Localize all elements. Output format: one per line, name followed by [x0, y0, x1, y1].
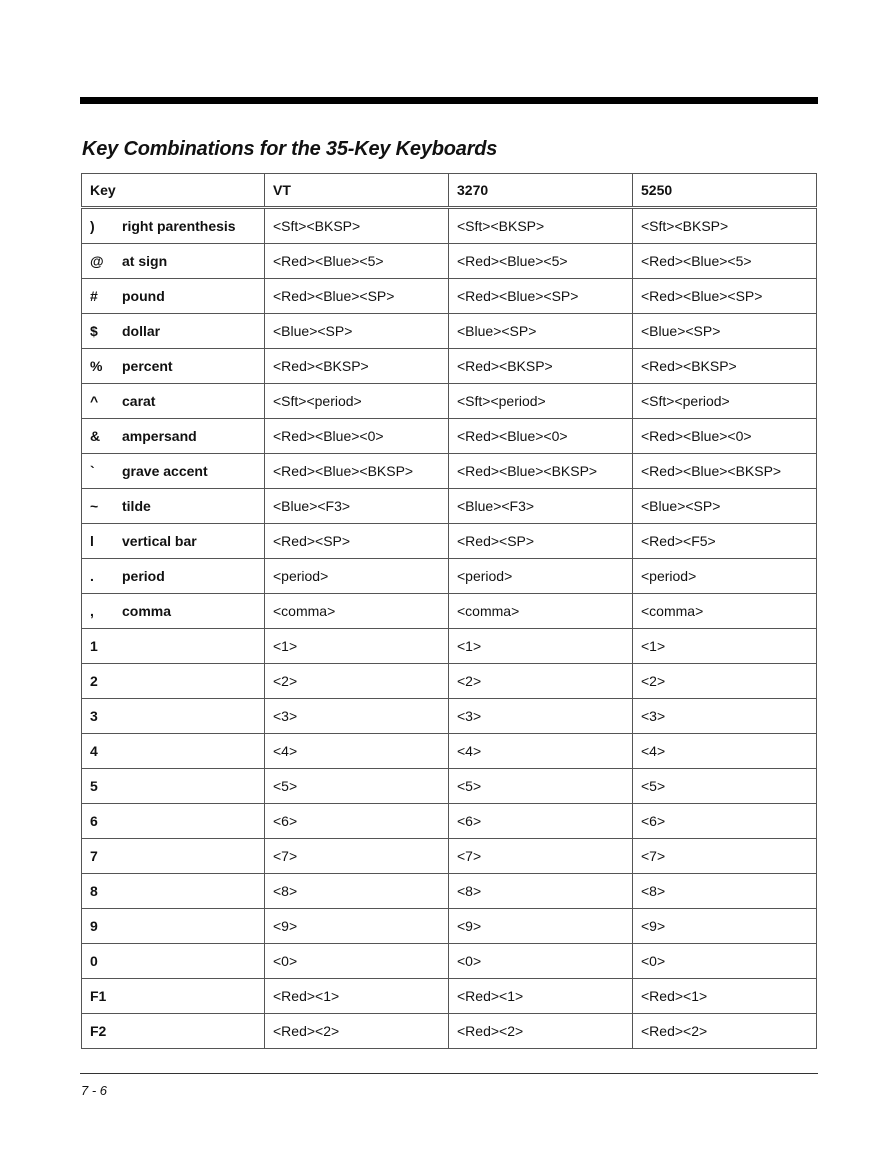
cell-5250: <period> — [633, 559, 817, 594]
vt-cell: <Red><1> — [265, 979, 449, 1014]
cell-3270: <Red><BKSP> — [449, 349, 633, 384]
header-row — [82, 174, 817, 208]
vt-cell: <Red><Blue><5> — [265, 244, 449, 279]
header-key: Key — [82, 174, 265, 208]
cell-5250: <Red><2> — [633, 1014, 817, 1049]
cell-5250: <5> — [633, 769, 817, 804]
vt-cell: <7> — [265, 839, 449, 874]
cell-3270: <3> — [449, 699, 633, 734]
cell-3270: <Red><1> — [449, 979, 633, 1014]
key-symbol: . — [90, 568, 94, 584]
cell-3270: <Sft><period> — [449, 384, 633, 419]
vt-cell: <4> — [265, 734, 449, 769]
key-symbol: 9 — [90, 918, 98, 934]
table-row — [82, 664, 817, 699]
key-cell — [82, 979, 265, 1014]
key-symbol: F2 — [90, 1023, 107, 1039]
table-row — [82, 734, 817, 769]
cell-5250: <2> — [633, 664, 817, 699]
cell-3270: <2> — [449, 664, 633, 699]
key-cell — [82, 384, 265, 419]
table-row — [82, 804, 817, 839]
cell-3270: <1> — [449, 629, 633, 664]
key-cell — [82, 559, 265, 594]
key-cell — [82, 594, 265, 629]
vt-cell: <3> — [265, 699, 449, 734]
key-symbol: ` — [90, 463, 95, 479]
key-cell — [82, 944, 265, 979]
cell-3270: <0> — [449, 944, 633, 979]
key-cell — [82, 279, 265, 314]
key-cell — [82, 874, 265, 909]
key-name: dollar — [122, 323, 161, 339]
cell-3270: <Blue><SP> — [449, 314, 633, 349]
footer-rule — [80, 1073, 818, 1074]
cell-3270: <Red><SP> — [449, 524, 633, 559]
table-header — [82, 174, 817, 208]
key-symbol: 5 — [90, 778, 98, 794]
key-cell — [82, 1014, 265, 1049]
header-vt: VT — [265, 174, 449, 208]
key-symbol: 7 — [90, 848, 98, 864]
cell-5250: <Red><Blue><BKSP> — [633, 454, 817, 489]
vt-cell: <Red><Blue><SP> — [265, 279, 449, 314]
key-cell — [82, 734, 265, 769]
top-rule — [80, 97, 818, 104]
vt-cell: <Red><2> — [265, 1014, 449, 1049]
cell-5250: <9> — [633, 909, 817, 944]
cell-5250: <Sft><period> — [633, 384, 817, 419]
key-symbol: 8 — [90, 883, 98, 899]
table-row — [82, 279, 817, 314]
vt-cell: <Red><Blue><0> — [265, 419, 449, 454]
key-symbol: 4 — [90, 743, 98, 759]
cell-3270: <Red><Blue><BKSP> — [449, 454, 633, 489]
vt-cell: <5> — [265, 769, 449, 804]
cell-3270: <Blue><F3> — [449, 489, 633, 524]
vt-cell: <1> — [265, 629, 449, 664]
key-name: period — [122, 568, 165, 584]
cell-5250: <Blue><SP> — [633, 489, 817, 524]
table-row — [82, 384, 817, 419]
cell-5250: <6> — [633, 804, 817, 839]
cell-3270: <period> — [449, 559, 633, 594]
key-symbol: 0 — [90, 953, 98, 969]
table-row — [82, 699, 817, 734]
vt-cell: <period> — [265, 559, 449, 594]
cell-3270: <8> — [449, 874, 633, 909]
key-symbol: $ — [90, 323, 98, 339]
key-name: percent — [122, 358, 173, 374]
cell-5250: <comma> — [633, 594, 817, 629]
vt-cell: <Red><BKSP> — [265, 349, 449, 384]
key-symbol: 3 — [90, 708, 98, 724]
cell-3270: <9> — [449, 909, 633, 944]
vt-cell: <2> — [265, 664, 449, 699]
key-name: right parenthesis — [122, 218, 236, 234]
key-cell — [82, 629, 265, 664]
vt-cell: <8> — [265, 874, 449, 909]
vt-cell: <Red><SP> — [265, 524, 449, 559]
key-cell — [82, 454, 265, 489]
vt-cell: <6> — [265, 804, 449, 839]
cell-3270: <Red><Blue><SP> — [449, 279, 633, 314]
cell-5250: <Red><1> — [633, 979, 817, 1014]
cell-5250: <Red><BKSP> — [633, 349, 817, 384]
key-name: tilde — [122, 498, 151, 514]
table-row — [82, 314, 817, 349]
vt-cell: <Blue><F3> — [265, 489, 449, 524]
key-symbol: 1 — [90, 638, 98, 654]
cell-5250: <1> — [633, 629, 817, 664]
key-cell — [82, 244, 265, 279]
cell-5250: <3> — [633, 699, 817, 734]
key-cell — [82, 839, 265, 874]
cell-3270: <Red><Blue><0> — [449, 419, 633, 454]
cell-5250: <4> — [633, 734, 817, 769]
key-symbol: @ — [90, 253, 104, 269]
key-symbol: % — [90, 358, 103, 374]
cell-5250: <Red><Blue><5> — [633, 244, 817, 279]
cell-5250: <8> — [633, 874, 817, 909]
key-cell — [82, 664, 265, 699]
key-name: vertical bar — [122, 533, 197, 549]
page-number: 7 - 6 — [81, 1083, 108, 1098]
table-row — [82, 979, 817, 1014]
cell-3270: <Red><2> — [449, 1014, 633, 1049]
key-symbol: , — [90, 603, 94, 619]
table-row — [82, 874, 817, 909]
table-row — [82, 1014, 817, 1049]
key-cell — [82, 349, 265, 384]
table-row — [82, 594, 817, 629]
key-cell — [82, 419, 265, 454]
section-title: Key Combinations for the 35-Key Keyboards — [82, 138, 498, 160]
cell-5250: <7> — [633, 839, 817, 874]
key-symbol: 2 — [90, 673, 98, 689]
key-name: at sign — [122, 253, 168, 269]
table-row — [82, 944, 817, 979]
vt-cell: <Blue><SP> — [265, 314, 449, 349]
key-cell — [82, 314, 265, 349]
table-body — [82, 208, 817, 1049]
vt-cell: <comma> — [265, 594, 449, 629]
table-row — [82, 524, 817, 559]
cell-3270: <5> — [449, 769, 633, 804]
table-row — [82, 559, 817, 594]
table-row — [82, 839, 817, 874]
cell-3270: <7> — [449, 839, 633, 874]
vt-cell: <0> — [265, 944, 449, 979]
key-name: ampersand — [122, 428, 197, 444]
header-5250: 5250 — [633, 174, 817, 208]
key-symbol: ^ — [90, 393, 99, 409]
cell-5250: <Red><Blue><0> — [633, 419, 817, 454]
key-symbol: F1 — [90, 988, 107, 1004]
key-name: pound — [122, 288, 165, 304]
vt-cell: <Sft><period> — [265, 384, 449, 419]
cell-5250: <0> — [633, 944, 817, 979]
cell-3270: <Red><Blue><5> — [449, 244, 633, 279]
table-row — [82, 454, 817, 489]
vt-cell: <9> — [265, 909, 449, 944]
key-symbol: & — [90, 428, 101, 444]
key-cell — [82, 909, 265, 944]
key-cell — [82, 769, 265, 804]
table-row — [82, 208, 817, 244]
cell-5250: <Sft><BKSP> — [633, 208, 817, 244]
table-row — [82, 244, 817, 279]
key-cell — [82, 804, 265, 839]
table-row — [82, 419, 817, 454]
key-cell — [82, 208, 265, 244]
cell-3270: <6> — [449, 804, 633, 839]
vt-cell: <Sft><BKSP> — [265, 208, 449, 244]
key-cell — [82, 489, 265, 524]
key-symbol: l — [90, 533, 94, 549]
cell-3270: <4> — [449, 734, 633, 769]
key-combinations-table — [81, 173, 817, 1049]
key-name: comma — [122, 603, 172, 619]
header-3270: 3270 — [449, 174, 633, 208]
cell-5250: <Red><Blue><SP> — [633, 279, 817, 314]
cell-5250: <Red><F5> — [633, 524, 817, 559]
vt-cell: <Red><Blue><BKSP> — [265, 454, 449, 489]
key-symbol: 6 — [90, 813, 98, 829]
table-row — [82, 349, 817, 384]
key-cell — [82, 699, 265, 734]
key-name: grave accent — [122, 463, 208, 479]
table-row — [82, 909, 817, 944]
cell-3270: <comma> — [449, 594, 633, 629]
key-name: carat — [122, 393, 156, 409]
table-row — [82, 489, 817, 524]
key-cell — [82, 524, 265, 559]
key-symbol: ~ — [90, 498, 99, 514]
cell-3270: <Sft><BKSP> — [449, 208, 633, 244]
key-symbol: ) — [90, 218, 95, 234]
cell-5250: <Blue><SP> — [633, 314, 817, 349]
key-symbol: # — [90, 288, 98, 304]
table-row — [82, 629, 817, 664]
table-row — [82, 769, 817, 804]
